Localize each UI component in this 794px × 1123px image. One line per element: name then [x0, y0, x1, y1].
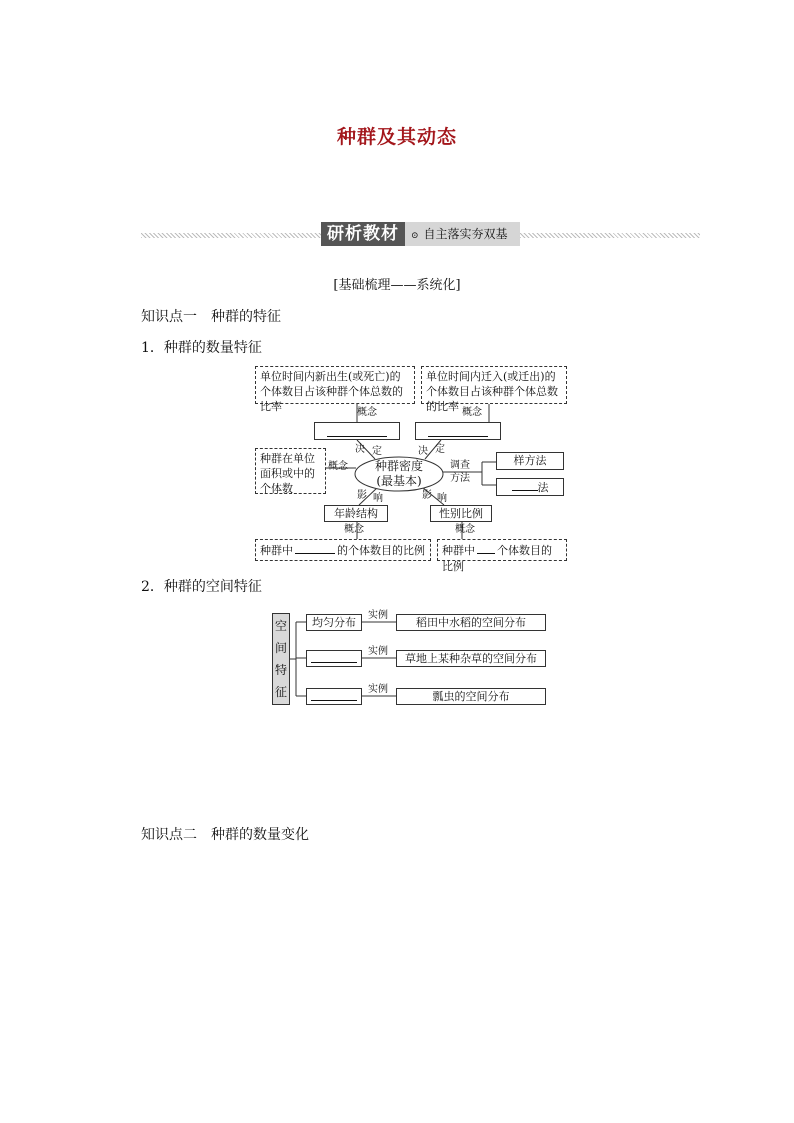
item-1-heading: 1．种群的数量特征: [141, 340, 262, 356]
banner-dot-icon: ⊙: [411, 231, 419, 241]
section-subhead: [基础梳理——系统化]: [333, 278, 461, 293]
page-title: 种群及其动态: [336, 126, 457, 148]
root-char: 特: [274, 663, 287, 677]
age-structure-box: 年龄结构: [324, 505, 388, 522]
sex-ratio-box: 性别比例: [430, 505, 492, 522]
population-density-title: 种群密度: [374, 459, 423, 473]
concept-label-right: 概念: [462, 407, 482, 418]
influence-label-xiang-left: 响: [373, 493, 383, 504]
concept-label-age: 概念: [344, 524, 364, 535]
root-char: 间: [274, 641, 287, 655]
influence-label-xiang-right: 响: [437, 493, 447, 504]
root-char: 空: [274, 619, 287, 633]
immigration-rate-definition: 单位时间内迁入(或迁出)的个体数目占该种群个体总数的比率: [421, 366, 567, 404]
example-rice-box: 稻田中水稻的空间分布: [396, 614, 546, 631]
determine-label-jue-left: 决: [355, 444, 365, 455]
example-label-3: 实例: [368, 684, 388, 695]
knowledge-point-2-heading: 知识点二 种群的数量变化: [141, 827, 309, 843]
determine-label-jue-right: 决: [418, 446, 428, 457]
uniform-distribution-box: 均匀分布: [306, 614, 362, 631]
sex-def-suffix: 个体数目的比例: [442, 544, 552, 573]
blank-distribution-box-2: [306, 688, 362, 705]
example-weed-box: 草地上某种杂草的空间分布: [396, 650, 546, 667]
banner-main-label: 研析教材: [321, 222, 405, 246]
birth-rate-definition: 单位时间内新出生(或死亡)的个体数目占该种群个体总数的比率: [255, 366, 415, 404]
influence-label-ying-right: 影: [422, 490, 432, 501]
determine-label-ding-left: 定: [372, 446, 382, 457]
concept-label-density: 概念: [328, 461, 348, 472]
knowledge-point-1-heading: 知识点一 种群的特征: [141, 309, 281, 325]
method-label: 方法: [450, 473, 470, 484]
population-density-definition: 种群在单位面积或中的个体数: [255, 448, 326, 494]
example-label-1: 实例: [368, 610, 388, 621]
spatial-features-root: [272, 613, 290, 705]
item-2-heading: 2．种群的空间特征: [141, 579, 262, 595]
age-def-prefix: 种群中: [260, 544, 293, 557]
example-ladybug-box: 瓢虫的空间分布: [396, 688, 546, 705]
blank-distribution-box-1: [306, 650, 362, 667]
concept-label-left: 概念: [357, 407, 377, 418]
population-density-subtitle: (最基本): [376, 474, 422, 488]
determine-label-ding-right: 定: [435, 444, 445, 455]
banner-sub-label: 自主落实夯双基: [423, 227, 508, 241]
quadrat-method-box: 样方法: [496, 452, 564, 470]
answer-blank: [311, 651, 357, 663]
sex-def-prefix: 种群中: [442, 544, 475, 557]
concept-label-sex: 概念: [455, 524, 475, 535]
influence-label-ying-left: 影: [357, 490, 367, 501]
method-suffix: 法: [537, 481, 549, 494]
answer-blank: [311, 689, 357, 701]
root-char: 征: [274, 685, 287, 699]
example-label-2: 实例: [368, 646, 388, 657]
age-def-suffix: 的个体数目的比例: [337, 544, 425, 557]
survey-label: 调查: [450, 460, 470, 471]
